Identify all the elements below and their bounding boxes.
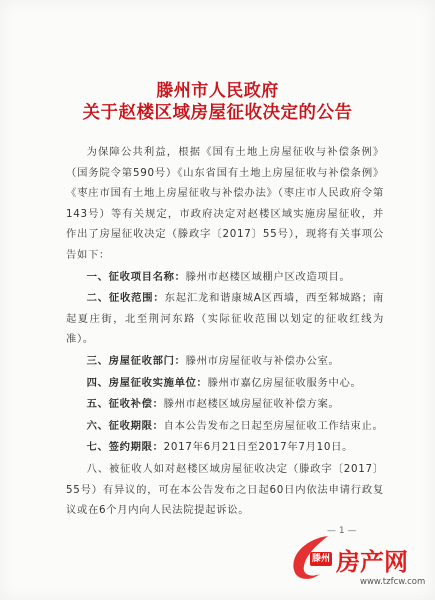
item-period bbox=[66, 416, 384, 437]
item-text: 滕州市赵楼区域棚户区改造项目。 bbox=[185, 270, 351, 283]
item-label: 一、征收项目名称： bbox=[86, 270, 186, 283]
item-label: 二、征收范围： bbox=[86, 292, 165, 305]
document-body bbox=[66, 142, 384, 521]
closing-paragraph: 八、被征收人如对赵楼区域房屋征收决定（滕政字〔2017〕55号）有异议的，可在本公告发布之日起60日内依法申请行政复议或在6个月内向人民法院提起诉讼。 bbox=[66, 462, 384, 517]
item-compensation bbox=[66, 394, 384, 415]
document-title-line1: 滕州市人民政府 bbox=[156, 81, 279, 101]
watermark-url: www.tzfcw.com bbox=[360, 577, 426, 587]
item-implementer bbox=[66, 373, 384, 394]
item-text: 东起汇龙和谐康城A区西墙，西至邾城路；南起夏庄街，北至荆河东路（实际征收范围以划定的征收红线为准）。 bbox=[66, 292, 384, 346]
watermark-tag: 滕州 bbox=[311, 554, 330, 564]
item-text: 自本公告发布之日起至房屋征收工作结束止。 bbox=[163, 419, 384, 432]
page-number: — 1 — bbox=[327, 526, 357, 536]
watermark-logo bbox=[280, 530, 435, 600]
item-label: 五、征收补偿： bbox=[86, 398, 164, 411]
watermark-brand: 房产网 bbox=[336, 548, 408, 576]
item-text: 滕州市嘉亿房屋征收服务中心。 bbox=[207, 376, 362, 389]
item-text: 2017年6月21日至2017年7月10日。 bbox=[163, 441, 354, 454]
item-department bbox=[66, 351, 384, 372]
item-signing-period bbox=[66, 437, 384, 458]
item-text: 滕州市房屋征收与补偿办公室。 bbox=[185, 354, 340, 367]
item-project-name bbox=[66, 267, 384, 288]
item-label: 三、房屋征收部门： bbox=[86, 354, 186, 367]
item-label: 六、征收期限： bbox=[86, 419, 164, 432]
item-text: 滕州市赵楼区域房屋征收补偿方案。 bbox=[163, 398, 340, 411]
item-scope bbox=[66, 288, 384, 350]
item-label: 四、房屋征收实施单位： bbox=[86, 376, 208, 389]
item-label: 七、签约期限： bbox=[86, 441, 164, 454]
document-title-line2: 关于赵楼区域房屋征收决定的公告 bbox=[82, 103, 353, 123]
intro-paragraph: 为保障公共利益，根据《国有土地上房屋征收与补偿条例》（国务院令第590号）《山东省国有土地上房屋征收与补偿条例》《枣庄市国有土地上房屋征收与补偿办法》（枣庄市人民政府令第143号）等有关规定，市政府决定对赵楼区域实施房屋征收，并作出了房屋征收决定（滕政字〔2017〕55号），现将有关事项公告如下： bbox=[66, 146, 384, 261]
